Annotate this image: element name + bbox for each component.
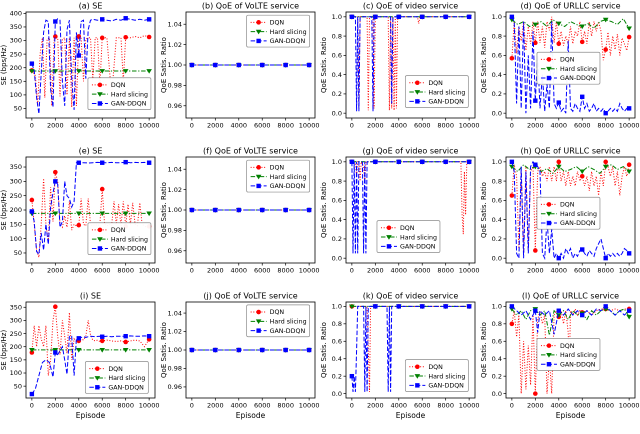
svg-text:0.4: 0.4: [331, 215, 342, 224]
svg-text:350: 350: [9, 303, 22, 312]
svg-text:2000: 2000: [47, 121, 64, 130]
svg-text:6000: 6000: [573, 121, 591, 130]
svg-text:6000: 6000: [573, 401, 591, 410]
svg-text:0.96: 0.96: [167, 246, 182, 255]
svg-text:Hard slicing: Hard slicing: [269, 318, 307, 326]
svg-text:Hard slicing: Hard slicing: [559, 210, 598, 218]
svg-text:Episode: Episode: [395, 411, 426, 420]
svg-text:100: 100: [9, 234, 22, 243]
svg-text:8000: 8000: [597, 121, 614, 130]
svg-text:DQN: DQN: [399, 224, 415, 232]
svg-text:10000: 10000: [618, 266, 640, 275]
svg-text:150: 150: [9, 220, 22, 229]
svg-text:SE (bps/Hz): SE (bps/Hz): [0, 44, 8, 86]
svg-text:DQN: DQN: [559, 201, 575, 209]
svg-text:10000: 10000: [458, 401, 480, 410]
svg-text:GAN-DDQN: GAN-DDQN: [559, 361, 596, 369]
chart-canvas-e: [0, 145, 160, 290]
svg-text:4000: 4000: [70, 121, 88, 130]
svg-text:4000: 4000: [550, 266, 568, 275]
svg-text:2000: 2000: [527, 401, 544, 410]
svg-text:0.0: 0.0: [331, 389, 342, 398]
svg-text:(h) QoE of URLLC service: (h) QoE of URLLC service: [520, 146, 621, 156]
svg-text:1.02: 1.02: [167, 185, 182, 194]
svg-text:QoE Satis. Ratio: QoE Satis. Ratio: [160, 37, 168, 93]
subplot-f-qoe-volte: [160, 145, 320, 290]
svg-text:Episode: Episode: [75, 411, 106, 420]
svg-text:Hard slicing: Hard slicing: [428, 373, 466, 381]
svg-text:6000: 6000: [253, 401, 271, 410]
svg-text:300: 300: [9, 316, 22, 325]
svg-text:1.04: 1.04: [167, 165, 182, 174]
svg-text:2000: 2000: [207, 121, 224, 130]
svg-text:Hard slicing: Hard slicing: [110, 91, 148, 99]
svg-text:0: 0: [349, 401, 354, 410]
svg-text:(g) QoE of video service: (g) QoE of video service: [362, 146, 459, 156]
svg-text:50: 50: [13, 382, 22, 391]
svg-text:GAN-DDQN: GAN-DDQN: [269, 183, 306, 191]
svg-text:1.02: 1.02: [167, 327, 182, 336]
svg-text:6000: 6000: [413, 401, 431, 410]
svg-text:0.0: 0.0: [491, 109, 502, 118]
svg-text:QoE Satis. Ratio: QoE Satis. Ratio: [320, 37, 328, 93]
chart-canvas-j: [160, 290, 320, 434]
chart-canvas-d: [480, 0, 640, 145]
svg-text:8000: 8000: [437, 121, 454, 130]
svg-text:Hard slicing: Hard slicing: [108, 375, 146, 383]
subplot-c-qoe-video: [320, 0, 480, 145]
svg-text:100: 100: [9, 369, 22, 378]
svg-text:0.8: 0.8: [331, 320, 342, 329]
svg-text:0.96: 0.96: [167, 383, 182, 392]
svg-text:0: 0: [349, 266, 354, 275]
svg-text:1.0: 1.0: [491, 158, 502, 167]
svg-text:(d) QoE of URLLC service: (d) QoE of URLLC service: [520, 1, 621, 11]
chart-canvas-g: [320, 145, 480, 290]
svg-text:8000: 8000: [597, 266, 614, 275]
svg-text:GAN-DDQN: GAN-DDQN: [269, 38, 306, 46]
svg-text:QoE Satis. Ratio: QoE Satis. Ratio: [160, 182, 168, 238]
svg-text:8000: 8000: [117, 266, 134, 275]
svg-text:10000: 10000: [138, 401, 160, 410]
subplot-g-qoe-video: [320, 145, 480, 290]
svg-text:4000: 4000: [390, 401, 408, 410]
svg-text:6000: 6000: [93, 266, 111, 275]
svg-text:250: 250: [9, 50, 22, 59]
subplot-b-qoe-volte: [160, 0, 320, 145]
svg-text:0.98: 0.98: [167, 226, 182, 235]
svg-text:DQN: DQN: [559, 56, 575, 64]
svg-text:200: 200: [9, 63, 22, 72]
svg-text:1.04: 1.04: [167, 20, 182, 29]
svg-text:6000: 6000: [93, 121, 111, 130]
svg-text:0.0: 0.0: [331, 109, 342, 118]
svg-text:0: 0: [509, 266, 514, 275]
svg-text:1.04: 1.04: [167, 309, 182, 318]
svg-text:Hard slicing: Hard slicing: [269, 28, 307, 36]
svg-text:50: 50: [13, 104, 22, 113]
svg-text:DQN: DQN: [428, 79, 443, 87]
svg-text:10000: 10000: [618, 121, 640, 130]
svg-text:QoE Satis. Ratio: QoE Satis. Ratio: [480, 322, 488, 378]
svg-text:2000: 2000: [367, 401, 384, 410]
svg-text:1.0: 1.0: [331, 13, 342, 22]
svg-text:4000: 4000: [70, 266, 88, 275]
svg-text:150: 150: [9, 356, 22, 365]
svg-text:0: 0: [29, 401, 34, 410]
svg-text:0.4: 0.4: [491, 215, 502, 224]
svg-text:0.4: 0.4: [491, 70, 502, 79]
svg-text:200: 200: [9, 342, 22, 351]
svg-text:DQN: DQN: [269, 19, 285, 27]
svg-text:0.4: 0.4: [331, 354, 342, 363]
chart-canvas-f: [160, 145, 320, 290]
subplot-d-qoe-urllc: [480, 0, 640, 145]
svg-text:GAN-DDQN: GAN-DDQN: [269, 327, 306, 335]
svg-text:DQN: DQN: [110, 227, 126, 235]
svg-text:0.2: 0.2: [331, 90, 342, 99]
svg-text:0: 0: [189, 266, 194, 275]
svg-text:6000: 6000: [253, 266, 271, 275]
svg-text:DQN: DQN: [269, 164, 285, 172]
svg-text:4000: 4000: [230, 401, 248, 410]
svg-text:(k) QoE of video service: (k) QoE of video service: [362, 291, 459, 301]
svg-text:SE (bps/Hz): SE (bps/Hz): [0, 189, 8, 231]
svg-text:200: 200: [9, 206, 22, 215]
subplot-a-se: [0, 0, 160, 145]
svg-text:250: 250: [9, 329, 22, 338]
svg-text:0.96: 0.96: [167, 101, 182, 110]
svg-text:QoE Satis. Ratio: QoE Satis. Ratio: [480, 37, 488, 93]
svg-text:8000: 8000: [117, 121, 134, 130]
svg-text:2000: 2000: [367, 266, 384, 275]
svg-text:400: 400: [9, 9, 22, 18]
svg-text:300: 300: [9, 177, 22, 186]
svg-text:0.8: 0.8: [331, 32, 342, 41]
svg-text:1.0: 1.0: [331, 302, 342, 311]
svg-text:Episode: Episode: [235, 411, 266, 420]
svg-text:0.6: 0.6: [331, 196, 342, 205]
svg-text:0.6: 0.6: [331, 51, 342, 60]
svg-text:0.4: 0.4: [331, 70, 342, 79]
svg-text:8000: 8000: [277, 266, 294, 275]
svg-text:10000: 10000: [138, 266, 160, 275]
svg-text:0.6: 0.6: [491, 337, 502, 346]
svg-text:0: 0: [29, 121, 34, 130]
svg-text:4000: 4000: [390, 266, 408, 275]
svg-text:8000: 8000: [277, 121, 294, 130]
svg-text:GAN-DDQN: GAN-DDQN: [559, 75, 596, 83]
svg-text:0.2: 0.2: [491, 90, 502, 99]
svg-text:4000: 4000: [550, 121, 568, 130]
svg-text:4000: 4000: [230, 266, 248, 275]
svg-text:0.6: 0.6: [331, 337, 342, 346]
svg-text:100: 100: [9, 91, 22, 100]
svg-text:0: 0: [29, 266, 34, 275]
chart-canvas-l: [480, 290, 640, 434]
svg-text:GAN-DDQN: GAN-DDQN: [110, 245, 147, 253]
svg-text:1.02: 1.02: [167, 40, 182, 49]
svg-text:1.00: 1.00: [167, 346, 182, 355]
svg-text:GAN-DDQN: GAN-DDQN: [110, 100, 147, 108]
svg-text:Hard slicing: Hard slicing: [559, 352, 598, 360]
svg-text:DQN: DQN: [559, 342, 575, 350]
svg-text:Hard slicing: Hard slicing: [399, 234, 438, 242]
svg-text:0: 0: [509, 121, 514, 130]
chart-canvas-k: [320, 290, 480, 434]
svg-text:0: 0: [189, 121, 194, 130]
svg-text:2000: 2000: [367, 121, 384, 130]
svg-text:(a) SE: (a) SE: [78, 1, 103, 11]
svg-text:10000: 10000: [458, 266, 480, 275]
svg-text:0.8: 0.8: [491, 32, 502, 41]
chart-canvas-a: [0, 0, 160, 145]
svg-text:QoE Satis. Ratio: QoE Satis. Ratio: [160, 322, 168, 378]
svg-text:0.8: 0.8: [491, 177, 502, 186]
svg-text:DQN: DQN: [269, 309, 285, 317]
svg-text:0.2: 0.2: [491, 235, 502, 244]
svg-text:0: 0: [349, 121, 354, 130]
svg-text:4000: 4000: [390, 121, 408, 130]
chart-canvas-h: [480, 145, 640, 290]
svg-text:DQN: DQN: [428, 363, 443, 371]
subplot-h-qoe-urllc: [480, 145, 640, 290]
svg-text:0.2: 0.2: [331, 372, 342, 381]
svg-text:0: 0: [189, 401, 194, 410]
svg-text:10000: 10000: [298, 401, 320, 410]
svg-text:0.6: 0.6: [491, 196, 502, 205]
svg-text:QoE Satis. Ratio: QoE Satis. Ratio: [480, 182, 488, 238]
svg-text:10000: 10000: [298, 121, 320, 130]
svg-text:0.2: 0.2: [491, 372, 502, 381]
svg-text:GAN-DDQN: GAN-DDQN: [399, 243, 436, 251]
svg-text:GAN-DDQN: GAN-DDQN: [559, 220, 596, 228]
svg-text:2000: 2000: [527, 266, 544, 275]
svg-text:2000: 2000: [207, 401, 224, 410]
svg-text:10000: 10000: [458, 121, 480, 130]
subplot-e-se: [0, 145, 160, 290]
svg-text:2000: 2000: [47, 266, 64, 275]
svg-text:250: 250: [9, 191, 22, 200]
svg-text:0.6: 0.6: [491, 51, 502, 60]
svg-text:GAN-DDQN: GAN-DDQN: [108, 384, 144, 392]
subplot-i-se: [0, 290, 160, 434]
svg-text:8000: 8000: [437, 401, 454, 410]
svg-text:6000: 6000: [413, 121, 431, 130]
svg-text:Hard slicing: Hard slicing: [269, 173, 307, 181]
svg-text:2000: 2000: [207, 266, 224, 275]
svg-text:50: 50: [13, 249, 22, 258]
svg-text:0.0: 0.0: [331, 254, 342, 263]
svg-text:0.8: 0.8: [491, 320, 502, 329]
chart-canvas-c: [320, 0, 480, 145]
svg-text:(l) QoE of URLLC service: (l) QoE of URLLC service: [521, 291, 620, 301]
svg-text:2000: 2000: [47, 401, 64, 410]
svg-text:8000: 8000: [117, 401, 134, 410]
svg-text:6000: 6000: [413, 266, 431, 275]
svg-text:Episode: Episode: [555, 411, 586, 420]
subplot-k-qoe-video: [320, 290, 480, 434]
svg-text:DQN: DQN: [108, 365, 123, 373]
svg-text:Hard slicing: Hard slicing: [428, 89, 466, 97]
svg-text:0.98: 0.98: [167, 81, 182, 90]
svg-text:(i) SE: (i) SE: [79, 291, 102, 301]
svg-text:1.00: 1.00: [167, 206, 182, 215]
chart-canvas-b: [160, 0, 320, 145]
svg-text:10000: 10000: [138, 121, 160, 130]
svg-text:6000: 6000: [253, 121, 271, 130]
svg-text:(j) QoE of VoLTE service: (j) QoE of VoLTE service: [203, 291, 298, 301]
svg-text:(f) QoE of VoLTE service: (f) QoE of VoLTE service: [203, 146, 298, 156]
svg-text:Hard slicing: Hard slicing: [559, 65, 598, 73]
svg-text:(b) QoE of VoLTE service: (b) QoE of VoLTE service: [201, 1, 300, 11]
svg-text:4000: 4000: [70, 401, 88, 410]
svg-text:8000: 8000: [437, 266, 454, 275]
svg-text:350: 350: [9, 163, 22, 172]
svg-text:350: 350: [9, 23, 22, 32]
svg-text:6000: 6000: [573, 266, 591, 275]
chart-canvas-i: [0, 290, 160, 434]
svg-text:10000: 10000: [298, 266, 320, 275]
svg-text:0.4: 0.4: [491, 354, 502, 363]
svg-text:0.0: 0.0: [491, 254, 502, 263]
svg-text:QoE Satis. Ratio: QoE Satis. Ratio: [320, 322, 328, 378]
svg-text:2000: 2000: [527, 121, 544, 130]
svg-text:8000: 8000: [597, 401, 614, 410]
svg-text:0: 0: [509, 401, 514, 410]
svg-text:(e) SE: (e) SE: [78, 146, 103, 156]
svg-text:(c) QoE of video service: (c) QoE of video service: [362, 1, 459, 11]
svg-text:1.0: 1.0: [491, 302, 502, 311]
svg-text:4000: 4000: [230, 121, 248, 130]
svg-text:0.98: 0.98: [167, 364, 182, 373]
subplot-j-qoe-volte: [160, 290, 320, 434]
svg-text:10000: 10000: [618, 401, 640, 410]
subplot-l-qoe-urllc: [480, 290, 640, 434]
svg-text:1.0: 1.0: [491, 13, 502, 22]
svg-text:4000: 4000: [550, 401, 568, 410]
svg-text:1.0: 1.0: [331, 158, 342, 167]
svg-text:DQN: DQN: [110, 82, 126, 90]
svg-text:150: 150: [9, 77, 22, 86]
svg-text:QoE Satis. Ratio: QoE Satis. Ratio: [320, 182, 328, 238]
svg-text:0.8: 0.8: [331, 177, 342, 186]
svg-text:8000: 8000: [277, 401, 294, 410]
svg-text:SE (bps/Hz): SE (bps/Hz): [0, 329, 8, 371]
svg-text:300: 300: [9, 36, 22, 45]
svg-text:0.0: 0.0: [491, 389, 502, 398]
svg-text:GAN-DDQN: GAN-DDQN: [428, 382, 464, 390]
svg-text:1.00: 1.00: [167, 61, 182, 70]
svg-text:Hard slicing: Hard slicing: [110, 236, 148, 244]
svg-text:GAN-DDQN: GAN-DDQN: [428, 98, 464, 106]
svg-text:0.2: 0.2: [331, 235, 342, 244]
svg-text:6000: 6000: [93, 401, 111, 410]
